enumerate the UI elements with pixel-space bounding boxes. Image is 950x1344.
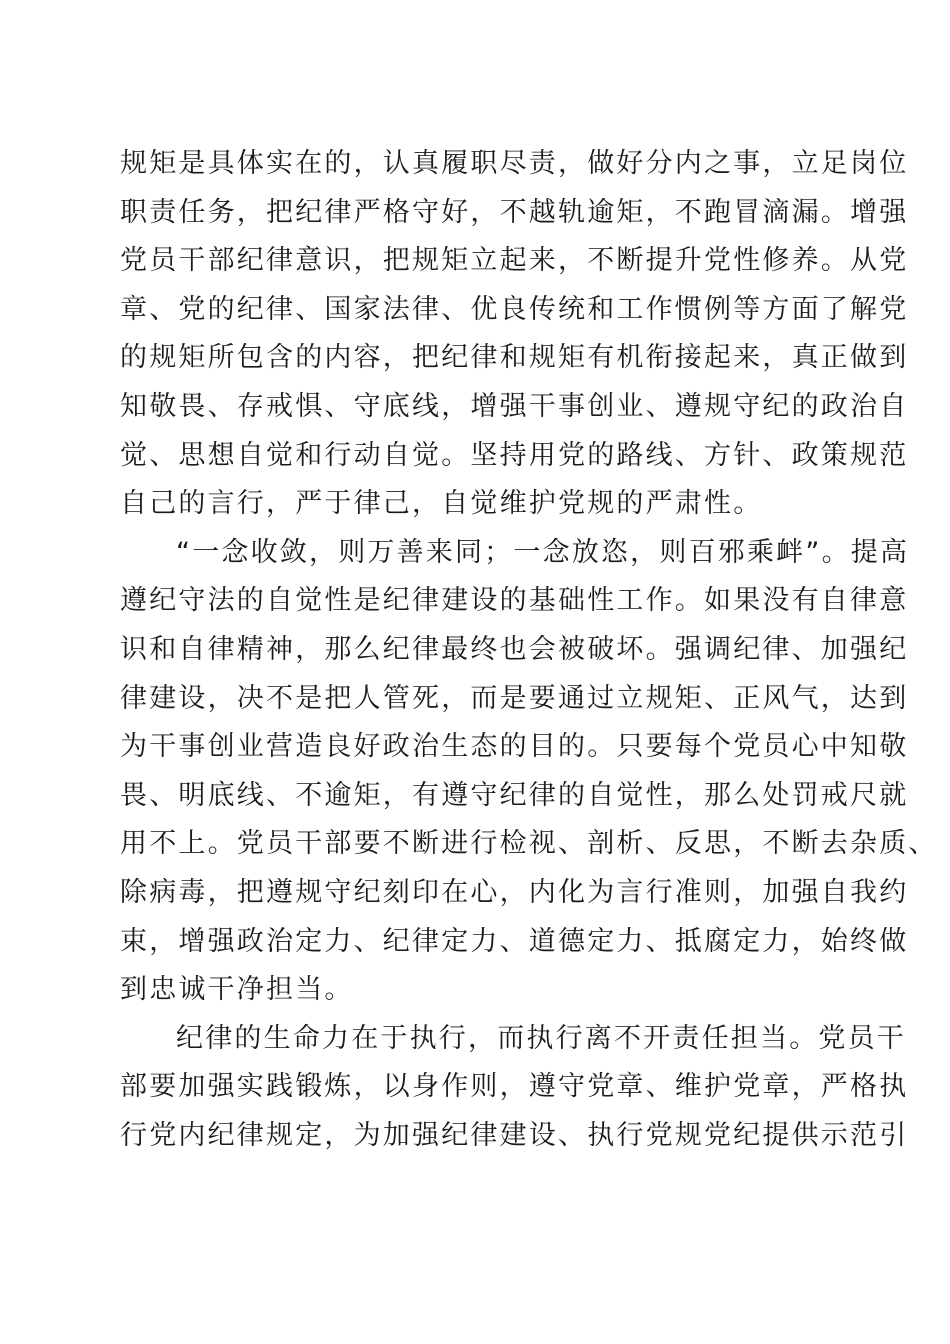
- text-line: 章、党的纪律、国家法律、优良传统和工作惯例等方面了解党: [120, 293, 909, 325]
- text-line: 识和自律精神，那么纪律最终也会被破坏。强调纪律、加强纪: [120, 633, 909, 665]
- text-line: 到忠诚干净担当。: [120, 974, 354, 1006]
- text-line: 遵纪守法的自觉性是纪律建设的基础性工作。如果没有自律意: [120, 585, 909, 617]
- text-line: 行党内纪律规定，为加强纪律建设、执行党规党纪提供示范引: [120, 1119, 909, 1151]
- paragraph-start-line: 纪律的生命力在于执行，而执行离不开责任担当。党员干: [176, 1022, 906, 1054]
- body-text: [120, 140, 938, 1160]
- text-line: 自己的言行，严于律己，自觉维护党规的严肃性。: [120, 488, 763, 520]
- text-line: 职责任务，把纪律严格守好，不越轨逾矩，不跑冒滴漏。增强: [120, 196, 909, 228]
- text-line: 畏、明底线、不逾矩，有遵守纪律的自觉性，那么处罚戒尺就: [120, 779, 909, 811]
- text-line: 部要加强实践锻炼，以身作则，遵守党章、维护党章，严格执: [120, 1071, 909, 1103]
- text-line: 用不上。党员干部要不断进行检视、剖析、反思，不断去杂质、: [120, 828, 938, 860]
- text-line: 除病毒，把遵规守纪刻印在心，内化为言行准则，加强自我约: [120, 876, 909, 908]
- text-line: 律建设，决不是把人管死，而是要通过立规矩、正风气，达到: [120, 682, 909, 714]
- text-line: 党员干部纪律意识，把规矩立起来，不断提升党性修养。从党: [120, 245, 909, 277]
- text-line: 束，增强政治定力、纪律定力、道德定力、抵腐定力，始终做: [120, 925, 909, 957]
- text-line: 知敬畏、存戒惧、守底线，增强干事创业、遵规守纪的政治自: [120, 390, 909, 422]
- paragraph-start-line: “一念收敛，则万善来同；一念放恣，则百邪乘衅”。提高: [176, 536, 910, 568]
- text-line: 的规矩所包含的内容，把纪律和规矩有机衔接起来，真正做到: [120, 342, 909, 374]
- text-line: 觉、思想自觉和行动自觉。坚持用党的路线、方针、政策规范: [120, 439, 909, 471]
- text-line: 规矩是具体实在的，认真履职尽责，做好分内之事，立足岗位: [120, 148, 909, 179]
- text-line: 为干事创业营造良好政治生态的目的。只要每个党员心中知敬: [120, 731, 909, 763]
